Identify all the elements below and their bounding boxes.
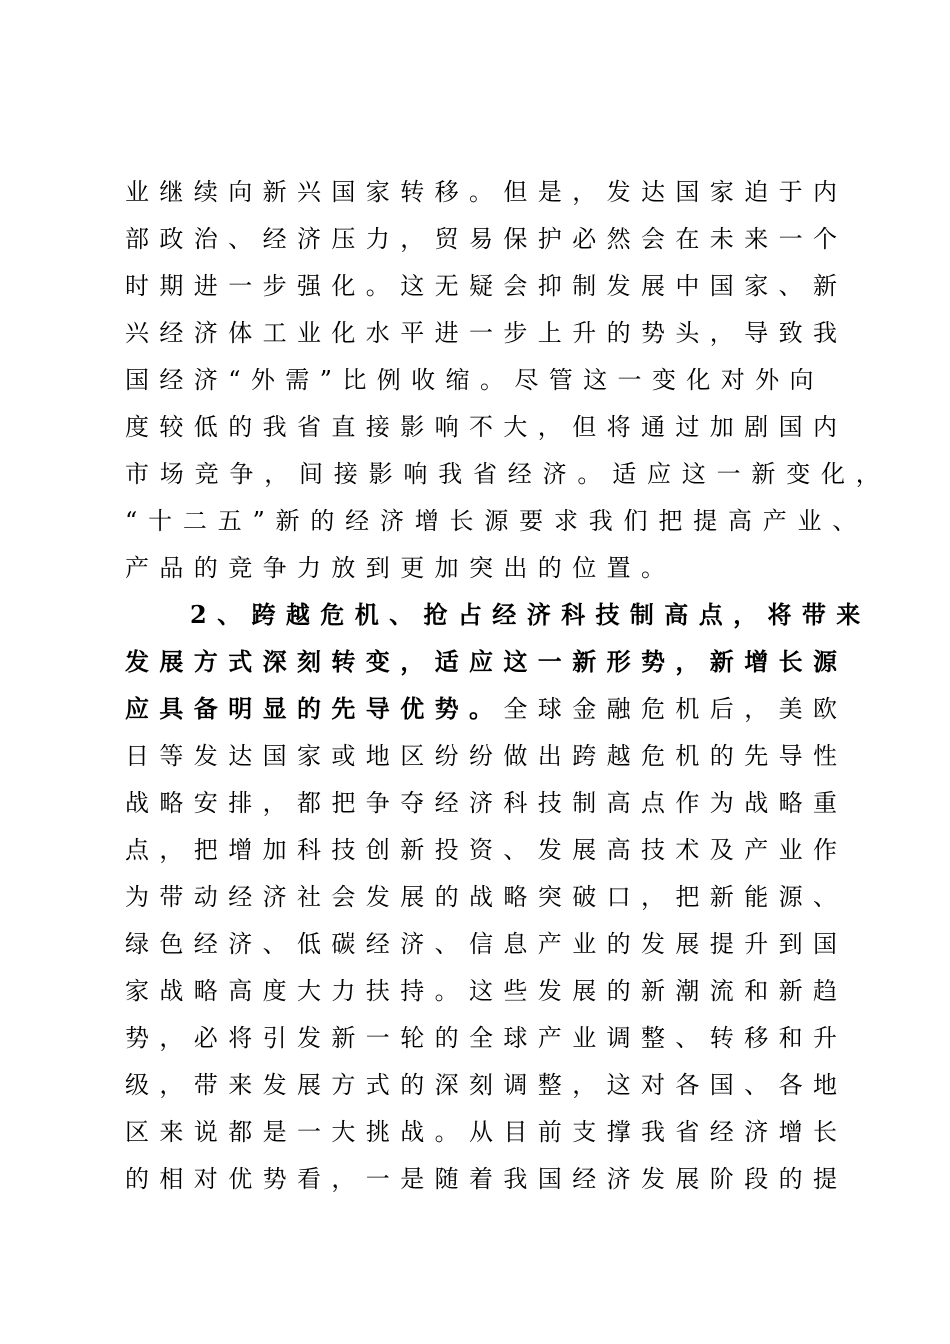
body-text-line: 级，带来发展方式的深刻调整，这对各国、各地 xyxy=(125,1071,848,1099)
section-heading-line: 发展方式深刻转变，适应这一新形势，新增长源 xyxy=(125,647,848,676)
body-text-line: “十二五”新的经济增长源要求我们把提高产业、 xyxy=(125,507,868,535)
body-text-line: 家战略高度大力扶持。这些发展的新潮流和新趋 xyxy=(125,977,848,1005)
body-text-line: 绿色经济、低碳经济、信息产业的发展提升到国 xyxy=(125,930,848,958)
body-text-line: 势，必将引发新一轮的全球产业调整、转移和升 xyxy=(125,1024,848,1052)
body-text-line: 产品的竞争力放到更加突出的位置。 xyxy=(125,554,676,582)
body-text-line: 国经济“外需”比例收缩。尽管这一变化对外向 xyxy=(125,366,824,394)
body-text-line: 度较低的我省直接影响不大，但将通过加剧国内 xyxy=(125,413,848,441)
body-text-line: 时期进一步强化。这无疑会抑制发展中国家、新 xyxy=(125,272,848,300)
section-heading-line: 2、跨越危机、抢占经济科技制高点，将带来 xyxy=(190,600,871,629)
section-heading-end: 应具备明显的先导优势。 xyxy=(125,694,504,723)
body-text-line: 日等发达国家或地区纷纷做出跨越危机的先导性 xyxy=(125,742,848,770)
body-text-line: 市场竞争，间接影响我省经济。适应这一新变化， xyxy=(125,460,891,488)
body-text-line: 区来说都是一大挑战。从目前支撑我省经济增长 xyxy=(125,1118,848,1146)
body-text-line: 业继续向新兴国家转移。但是，发达国家迫于内 xyxy=(125,178,848,206)
body-text-span: 全球金融危机后，美欧 xyxy=(503,695,848,723)
body-text-line: 部政治、经济压力，贸易保护必然会在未来一个 xyxy=(125,225,848,253)
body-text-line: 战略安排，都把争夺经济科技制高点作为战略重 xyxy=(125,789,848,817)
body-text-line: 为带动经济社会发展的战略突破口，把新能源、 xyxy=(125,883,848,911)
body-text-line: 点，把增加科技创新投资、发展高技术及产业作 xyxy=(125,836,848,864)
mixed-text-line xyxy=(125,689,848,729)
body-text-line: 的相对优势看，一是随着我国经济发展阶段的提 xyxy=(125,1165,848,1193)
body-text-line: 兴经济体工业化水平进一步上升的势头，导致我 xyxy=(125,319,848,347)
